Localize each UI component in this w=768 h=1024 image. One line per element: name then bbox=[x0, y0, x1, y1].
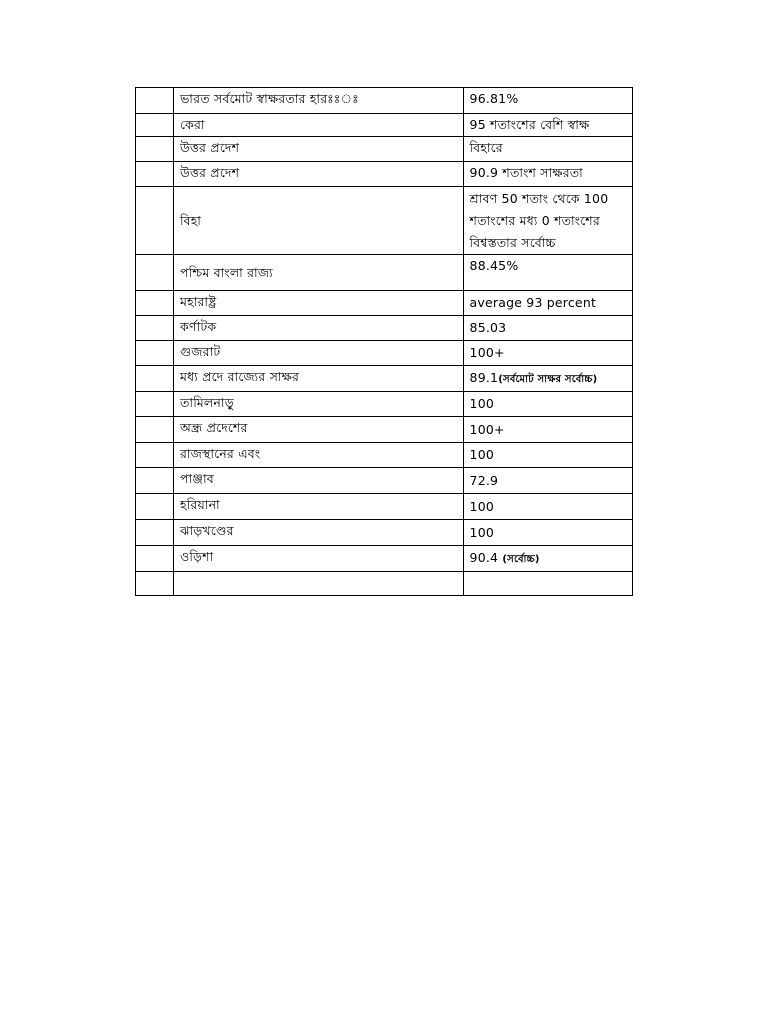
row-number-cell bbox=[136, 316, 174, 341]
state-name-cell: মহারাষ্ট্র bbox=[173, 291, 463, 316]
literacy-value-cell: বিহারে bbox=[463, 137, 632, 162]
table-row bbox=[136, 366, 633, 392]
table-row bbox=[136, 137, 633, 162]
state-name-cell: মধ্য প্রদে রাজ্যের সাক্ষর bbox=[173, 366, 463, 392]
literacy-value-cell: 85.03 bbox=[463, 316, 632, 341]
table-row bbox=[136, 114, 633, 137]
table-row bbox=[136, 341, 633, 366]
row-number-cell bbox=[136, 187, 174, 255]
row-number-cell bbox=[136, 520, 174, 546]
state-name-cell: ভারত সর্বমোট স্বাক্ষরতার হারঃঃঃ bbox=[173, 88, 463, 114]
literacy-value: 90.4 bbox=[469, 549, 499, 565]
state-name-cell: ঝাড়খণ্ডের bbox=[173, 520, 463, 546]
literacy-value-cell: 72.9 bbox=[463, 468, 632, 494]
state-name-cell: কেরা bbox=[173, 114, 463, 137]
row-number-cell bbox=[136, 137, 174, 162]
row-number-cell bbox=[136, 88, 174, 114]
row-number-cell bbox=[136, 291, 174, 316]
literacy-value-cell: 100+ bbox=[463, 341, 632, 366]
table-row bbox=[136, 546, 633, 572]
row-number-cell bbox=[136, 366, 174, 392]
literacy-value-cell: 88.45% bbox=[463, 255, 632, 291]
table-row bbox=[136, 162, 633, 187]
state-name-cell: ওড়িশা bbox=[173, 546, 463, 572]
table-row bbox=[136, 468, 633, 494]
state-name-cell: উত্তর প্রদেশ bbox=[173, 137, 463, 162]
state-name-cell: রাজস্থানের এবং bbox=[173, 443, 463, 468]
table-row bbox=[136, 443, 633, 468]
literacy-value-cell: 100+ bbox=[463, 417, 632, 443]
literacy-value-cell: 95 শতাংশের বেশি স্বাক্ষ bbox=[463, 114, 632, 137]
row-number-cell bbox=[136, 468, 174, 494]
literacy-value-cell bbox=[463, 572, 632, 596]
state-name-cell: বিহা bbox=[173, 187, 463, 255]
row-number-cell bbox=[136, 417, 174, 443]
literacy-value-cell: 100 bbox=[463, 494, 632, 520]
row-number-cell bbox=[136, 392, 174, 417]
literacy-value-note: (সর্বমোট সাক্ষর সর্বোচ্চ) bbox=[498, 373, 598, 385]
table-row bbox=[136, 88, 633, 114]
row-number-cell bbox=[136, 443, 174, 468]
literacy-value-cell bbox=[463, 546, 632, 572]
state-name-cell: তামিলনাড়ু bbox=[173, 392, 463, 417]
literacy-value-cell: 100 bbox=[463, 392, 632, 417]
table-row bbox=[136, 316, 633, 341]
state-name-cell: পাঞ্জাব bbox=[173, 468, 463, 494]
state-name-cell: গুজরাট bbox=[173, 341, 463, 366]
literacy-value-cell: 100 bbox=[463, 520, 632, 546]
literacy-table bbox=[135, 87, 633, 596]
table-row bbox=[136, 187, 633, 255]
state-name-cell bbox=[173, 572, 463, 596]
literacy-value-cell bbox=[463, 366, 632, 392]
literacy-value-cell: 96.81% bbox=[463, 88, 632, 114]
literacy-value-cell: শ্রাবণ 50 শতাং থেকে 100 শতাংশের মধ্য 0 শতাংশের বিশ্বস্ততার সর্বোচ্চ bbox=[463, 187, 632, 255]
row-number-cell bbox=[136, 162, 174, 187]
table-row bbox=[136, 392, 633, 417]
row-number-cell bbox=[136, 572, 174, 596]
row-number-cell bbox=[136, 114, 174, 137]
table-row bbox=[136, 291, 633, 316]
table-row bbox=[136, 572, 633, 596]
state-name-cell: কর্ণাটক bbox=[173, 316, 463, 341]
literacy-value-cell: average 93 percent bbox=[463, 291, 632, 316]
row-number-cell bbox=[136, 341, 174, 366]
literacy-value-cell: 90.9 শতাংশ সাক্ষরতা bbox=[463, 162, 632, 187]
row-number-cell bbox=[136, 546, 174, 572]
literacy-value: 89.1 bbox=[469, 369, 499, 385]
table-row bbox=[136, 520, 633, 546]
table-row bbox=[136, 494, 633, 520]
state-name-cell: উত্তর প্রদেশ bbox=[173, 162, 463, 187]
row-number-cell bbox=[136, 494, 174, 520]
table-row bbox=[136, 417, 633, 443]
table-row bbox=[136, 255, 633, 291]
state-name-cell: অন্ধ্র প্রদেশের bbox=[173, 417, 463, 443]
row-number-cell bbox=[136, 255, 174, 291]
state-name-cell: হরিয়ানা bbox=[173, 494, 463, 520]
literacy-value-note: (সর্বোচ্চ) bbox=[502, 553, 540, 565]
literacy-value-cell: 100 bbox=[463, 443, 632, 468]
state-name-cell: পশ্চিম বাংলা রাজ্য bbox=[173, 255, 463, 291]
